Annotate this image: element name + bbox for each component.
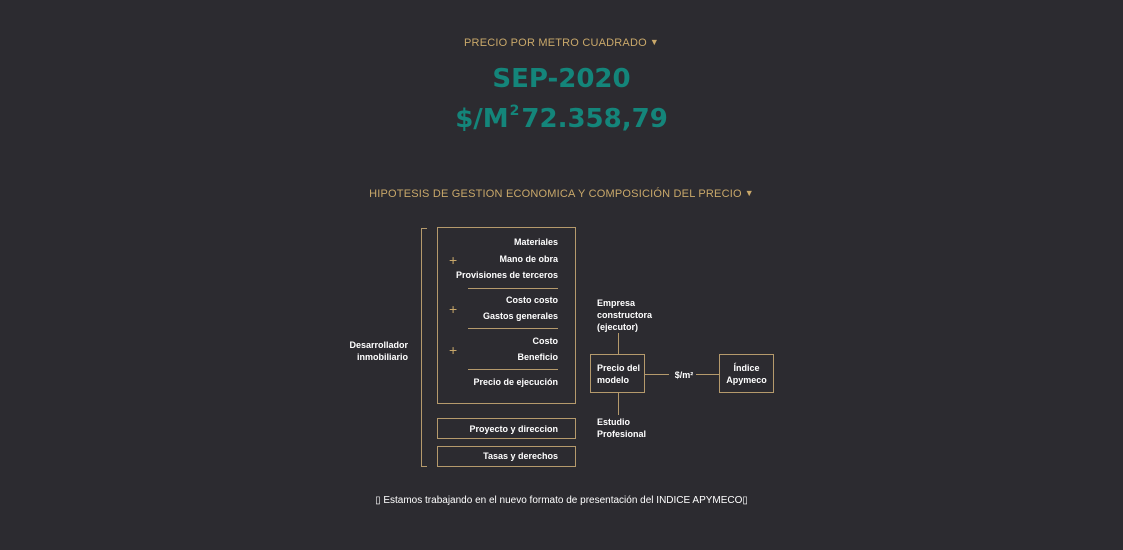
execution-price-label: Precio de ejecución [473,377,558,387]
model-price-label: Precio del modelo [597,363,641,385]
third-party-label: Provisiones de terceros [455,270,558,280]
hypothesis-dropdown-label: HIPOTESIS DE GESTION ECONOMICA Y COMPOSICIÓN DEL PRECIO [369,188,742,200]
chevron-down-icon: ▼ [649,37,659,47]
connector [618,393,619,415]
plus-icon: + [449,252,458,268]
bracket-bottom [421,466,427,467]
connector [618,333,619,354]
studio-label: Estudio Profesional [597,417,647,439]
price-per-m2-dropdown-label: PRECIO POR METRO CUADRADO [464,37,647,49]
price-unit: $/M [455,104,509,134]
separator [468,328,558,329]
index-label: Índice Apymeco [726,363,767,385]
connector [645,374,669,375]
price-unit-superscript: 2 [509,103,520,119]
plus-icon: + [449,342,458,358]
project-direction-label: Proyecto y direccion [469,424,558,434]
chevron-down-icon: ▼ [744,188,754,198]
separator [468,369,558,370]
benefit-label: Beneficio [517,352,558,362]
cost-cost-label: Costo costo [505,295,558,305]
labor-label: Mano de obra [499,254,558,264]
connector [696,374,720,375]
unit-label: $/m² [674,370,694,380]
period-value: SEP-2020 [492,64,631,94]
plus-icon: + [449,301,458,317]
bracket-top [421,228,427,229]
bracket-line [421,228,422,467]
cost-label: Costo [532,336,558,346]
working-notice: ▯ Estamos trabajando en el nuevo formato de presentación del INDICE APYMECO▯ [375,495,748,506]
price-number: 72.358,79 [521,104,668,134]
developer-label: Desarrollador inmobiliario [349,340,408,362]
fees-rights-label: Tasas y derechos [483,451,558,461]
materials-label: Materiales [513,237,558,247]
separator [468,288,558,289]
general-expenses-label: Gastos generales [482,311,558,321]
builder-label: Empresa constructora (ejecutor) [597,298,653,332]
